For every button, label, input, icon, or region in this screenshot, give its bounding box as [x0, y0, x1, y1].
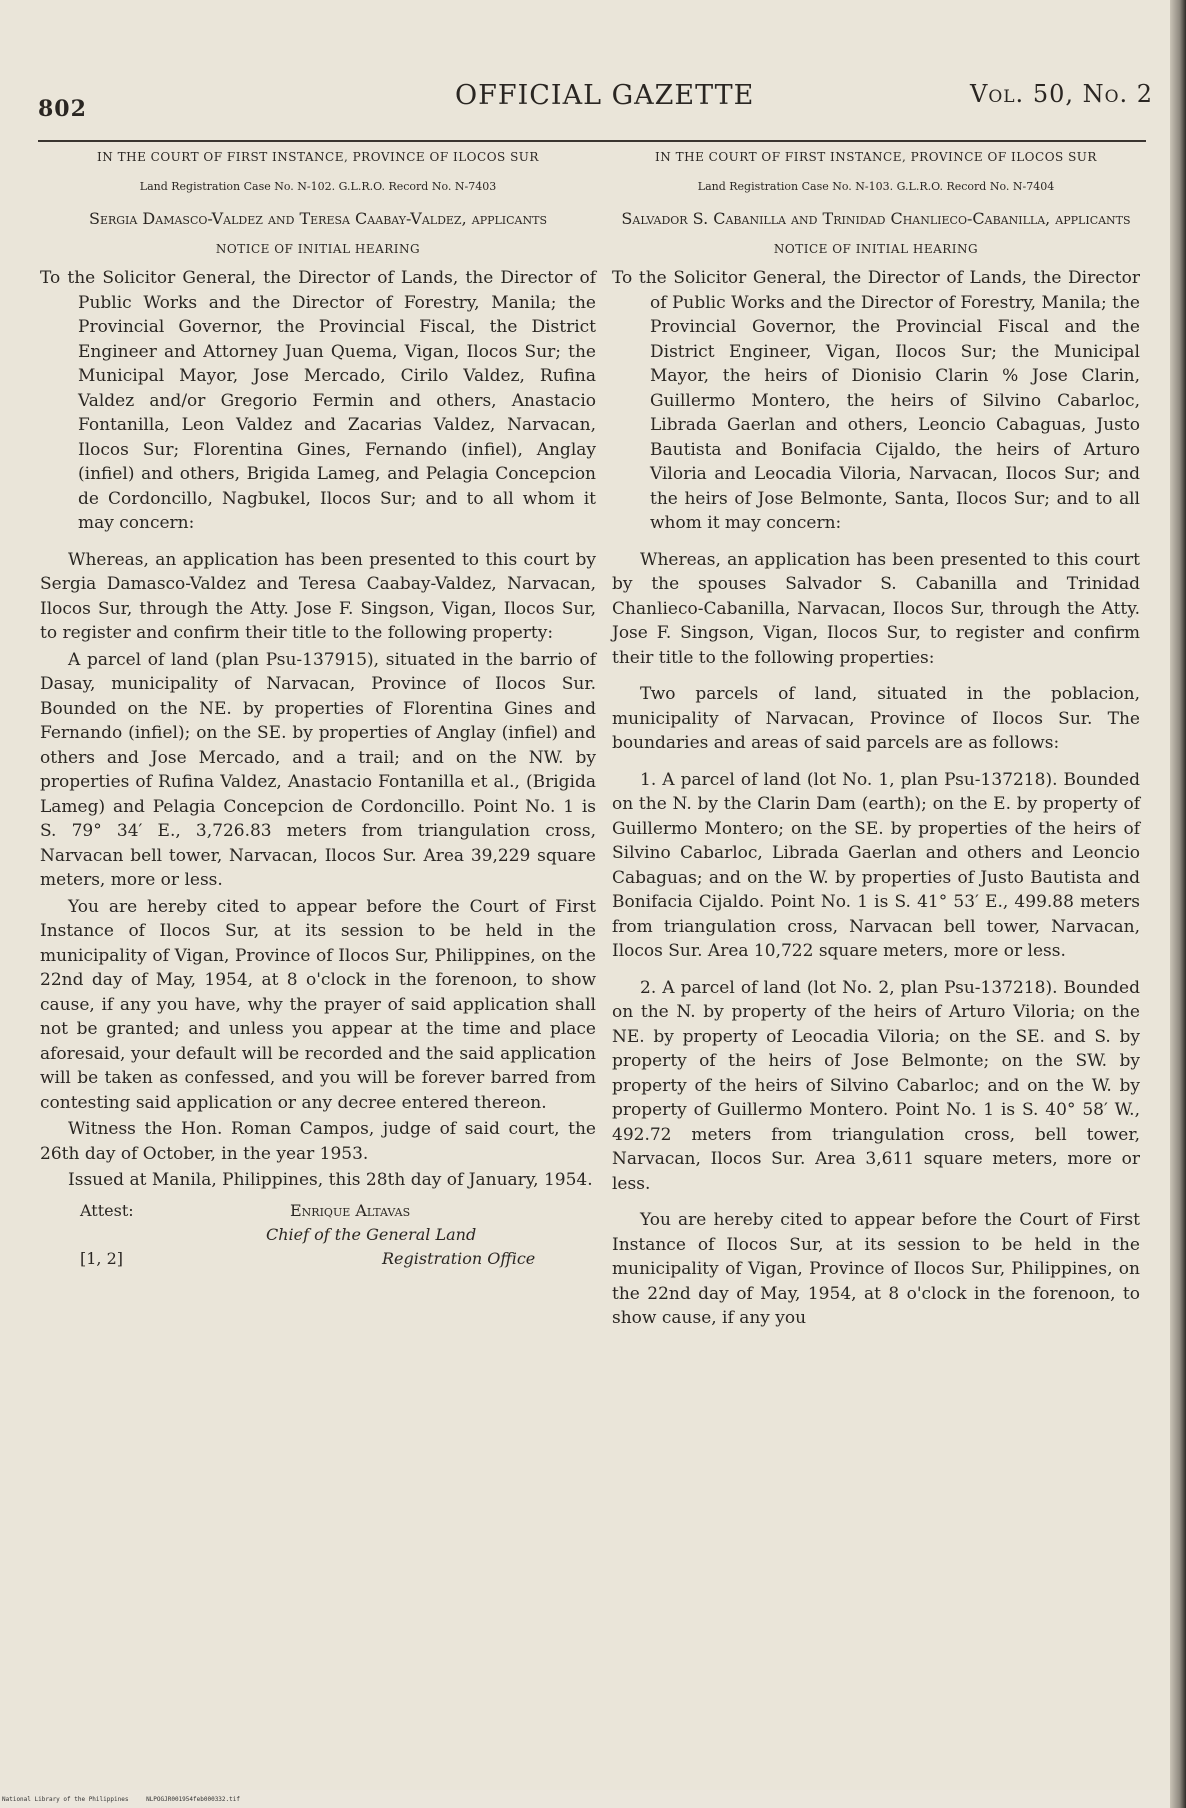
whereas-paragraph: Whereas, an application has been presented to this court by the spouses Salvador S. Cabanilla and Trinidad Chanlieco-Cabanilla, Narvacan, Ilocos Sur, through the Atty. Jose F. Singson, Vigan, Ilocos Sur, to register and confirm their title to the following properties: [612, 549, 1140, 668]
applicants: Sergia Damasco-Valdez and Teresa Caabay-Valdez, applicants [89, 209, 547, 228]
parcel-1-description: 1. A parcel of land (lot No. 1, plan Psu-137218). Bounded on the N. by the Clarin Dam (earth); on the E. by property of Guillermo Montero; on the SE. by properties of the heirs of Silvino Cabarloc, Librada Gaerlan and others and Leoncio Cabaguas; and on the W. by properties of Justo Bautista and Bonifacia Cijaldo. Point No. 1 is S. 41° 53′ E., 499.88 meters from triangulation cross, Narvacan bell tower, Narvacan, Ilocos Sur. Area 10,722 square meters, more or less. [612, 769, 1140, 961]
citation-paragraph: You are hereby cited to appear before the Court of First Instance of Ilocos Sur, at its session to be held in the municipality of Vigan, Province of Ilocos Sur, Philippines, on the 22nd day of May, 1954, at 8 o'clock in the forenoon, to show cause, if any you have, why the prayer of said application shall not be granted; and unless you appear at the time and place aforesaid, your default will be recorded and the said application will be taken as confessed, and you will be forever barred from contesting said application or any decree entered thereon. [40, 896, 596, 1113]
two-parcels-paragraph: Two parcels of land, situated in the poblacion, municipality of Narvacan, Province of Ilocos Sur. The boundaries and areas of said parcels are as follows: [612, 684, 1140, 753]
library-credit: National Library of the Philippines [2, 1796, 129, 1803]
volume-number: Vol. 50, No. 2 [970, 80, 1154, 108]
page-number: 802 [38, 96, 87, 122]
parcel-description: A parcel of land (plan Psu-137915), situated in the barrio of Dasay, municipality of Narvacan, Province of Ilocos Sur. Bounded on the NE. by properties of Florentina Gines and Fernando (infiel); on the SE. by properties of Anglay (infiel) and others and Jose Mercado, and a trail; and on the NW. by properties of Rufina Valdez, Anastacio Fontanilla et al., (Brigida Lameg) and Pelagia Concepcion de Cordoncillo. Point No. 1 is S. 79° 34′ E., 3,726.83 meters from triangulation cross, Narvacan bell tower, Narvacan, Ilocos Sur. Area 39,229 square meters, more or less. [40, 649, 596, 890]
case-number: Land Registration Case No. N-103. G.L.R.O. Record No. N-7404 [697, 180, 1055, 193]
witness-paragraph: Witness the Hon. Roman Campos, judge of said court, the 26th day of October, in the year 1953. [40, 1119, 596, 1164]
issue-reference: [1, 2] [80, 1248, 124, 1268]
scan-footer [2, 1796, 254, 1803]
case-number: Land Registration Case No. N-102. G.L.R.O. Record No. N-7403 [139, 180, 497, 193]
attestation-block [40, 1199, 596, 1273]
issued-paragraph: Issued at Manila, Philippines, this 28th day of January, 1954. [68, 1170, 593, 1190]
parcel-2-description: 2. A parcel of land (lot No. 2, plan Psu-137218). Bounded on the N. by property of the heirs of Arturo Viloria; on the NE. by property of Leocadia Viloria; on the SE. and S. by property of the heirs of Jose Belmonte; on the SW. by property of the heirs of Silvino Cabarloc; and on the W. by property of Guillermo Montero. Point No. 1 is S. 40° 58′ W., 492.72 meters from triangulation cross, bell tower, Narvacan, Ilocos Sur. Area 3,611 square meters, more or less. [612, 977, 1140, 1194]
scan-filename: NLPOGJR001954feb000332.tif [146, 1796, 240, 1803]
citation-paragraph: You are hereby cited to appear before the Court of First Instance of Ilocos Sur, at its session to be held in the municipality of Vigan, Province of Ilocos Sur, Philippines, on the 22nd day of May, 1954, at 8 o'clock in the forenoon, to show cause, if any you [612, 1210, 1140, 1328]
court-heading: IN THE COURT OF FIRST INSTANCE, PROVINCE OF ILOCOS SUR [655, 150, 1097, 164]
whereas-paragraph: Whereas, an application has been presented to this court by Sergia Damasco-Valdez and Teresa Caabay-Valdez, Narvacan, Ilocos Sur, through the Atty. Jose F. Singson, Vigan, Ilocos Sur, to register and confirm their title to the following property: [40, 549, 596, 643]
running-title: OFFICIAL GAZETTE [455, 80, 755, 111]
notice-heading: NOTICE OF INITIAL HEARING [215, 242, 421, 256]
addressees: To the Solicitor General, the Director of Lands, the Director of Public Works and the Director of Forestry, Manila; the Provincial Governor, the Provincial Fiscal and the District Engineer, Vigan, Ilocos Sur; the Municipal Mayor, the heirs of Dionisio Clarin % Jose Clarin, Guillermo Montero, the heirs of Silvino Cabarloc, Librada Gaerlan and others, Leoncio Cabaguas, Justo Bautista and Bonifacia Cijaldo, the heirs of Arturo Viloria and Leocadia Viloria, Narvacan, Ilocos Sur; and the heirs of Jose Belmonte, Santa, Ilocos Sur; and to all whom it may concern: [612, 268, 1140, 533]
left-column [40, 150, 596, 1273]
court-heading: IN THE COURT OF FIRST INSTANCE, PROVINCE OF ILOCOS SUR [97, 150, 539, 164]
signer-title-line2: Registration Office [382, 1248, 536, 1268]
addressees: To the Solicitor General, the Director of Lands, the Director of Public Works and the Director of Forestry, Manila; the Provincial Governor, the Provincial Fiscal, the District Engineer and Attorney Juan Quema, Vigan, Ilocos Sur; the Municipal Mayor, Jose Mercado, Cirilo Valdez, Rufina Valdez and/or Gregorio Fermin and others, Anastacio Fontanilla, Leon Valdez and Zacarias Valdez, Narvacan, Ilocos Sur; Florentina Gines, Fernando (infiel), Anglay (infiel) and others, Brigida Lameg, and Pelagia Concepcion de Cordoncillo, Nagbukel, Ilocos Sur; and to all whom it may concern: [40, 268, 596, 533]
page-binding-edge [1170, 0, 1186, 1808]
header-rule [38, 140, 1146, 142]
notice-heading: NOTICE OF INITIAL HEARING [773, 242, 979, 256]
signer-title-line1: Chief of the General Land [266, 1224, 477, 1244]
attest-label: Attest: [80, 1200, 134, 1220]
applicants: Salvador S. Cabanilla and Trinidad Chanlieco-Cabanilla, applicants [621, 209, 1131, 228]
right-column [612, 150, 1140, 1331]
signer-name: Enrique Altavas [290, 1200, 411, 1220]
